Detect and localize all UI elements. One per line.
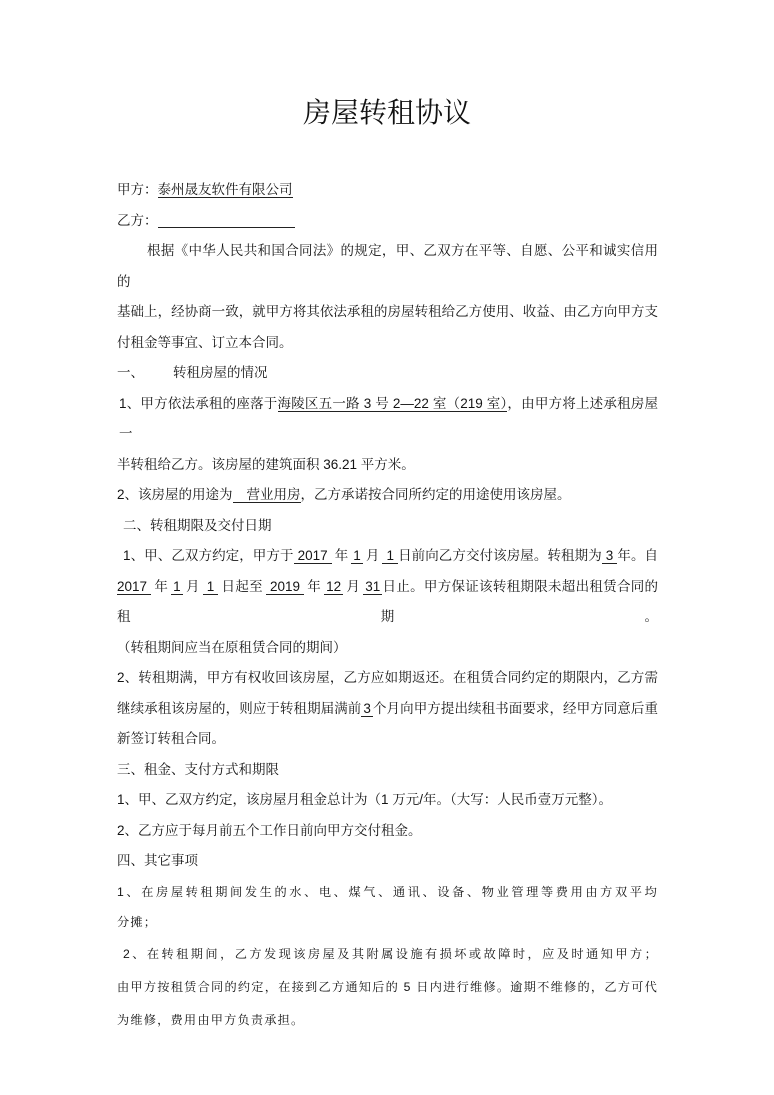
section-3-clause-1: 1、甲、乙双方约定，该房屋月租金总计为（1 万元/年。（大写：人民币壹万元整）。 xyxy=(117,792,613,807)
section-1-clause-1 xyxy=(117,389,658,481)
preamble-line: 付租金等事宜、订立本合同。 xyxy=(117,334,293,350)
end-day: 31 xyxy=(365,578,381,594)
preamble-line: 根据《中华人民共和国合同法》的规定，甲、乙双方在平等、自愿、公平和诚实信用的 xyxy=(117,243,658,289)
end-month: 12 xyxy=(326,578,342,594)
section-4-clause-1 xyxy=(117,877,658,938)
clause-text: 个月向甲方提出续租书面要求，经甲方同意后重 xyxy=(372,700,659,716)
party-b-blank-field xyxy=(158,214,295,228)
clause-line: 新签订转租合同。 xyxy=(117,731,225,746)
section-2-clause-2 xyxy=(117,663,658,755)
clause-line: 为维修，费用由甲方负责承担。 xyxy=(117,1012,305,1027)
section-2-clause-1 xyxy=(117,541,658,663)
clause-line xyxy=(117,541,658,572)
unit-text: 年 xyxy=(334,548,349,563)
delivery-month: 1 xyxy=(353,548,361,563)
clause-line: （转租期间应当在原租赁合同的期间） xyxy=(117,639,347,655)
unit-text: 年 xyxy=(154,578,169,594)
party-a-label: 甲方： xyxy=(117,182,158,197)
section-1-heading xyxy=(117,358,658,389)
section-1-number: 一、 xyxy=(117,365,144,380)
section-2-heading: 二、转租期限及交付日期 xyxy=(123,517,272,533)
clause-text: 2、该房屋的用途为 xyxy=(117,487,233,502)
start-year: 2017 xyxy=(117,579,151,595)
section-1-title: 转租房屋的情况 xyxy=(173,365,268,380)
clause-line xyxy=(117,694,658,725)
clause-line: 2、转租期满，甲方有权收回该房屋，乙方应如期返还。在租赁合同约定的期限内，乙方需 xyxy=(117,670,658,685)
section-3-clause-2: 2、乙方应于每月前五个工作日前向甲方交付租金。 xyxy=(117,822,422,838)
delivery-year: 2017 xyxy=(294,548,332,564)
clause-text: 继续承租该房屋的，则应于转租期届满前 xyxy=(117,700,362,716)
unit-text: 月 xyxy=(346,578,361,594)
clause-line: 2、在转租期间，乙方发现该房屋及其附属设施有损坏或故障时，应及时通知甲方； xyxy=(123,946,658,961)
renewal-notice-months: 3 xyxy=(363,700,371,716)
section-4-clause-2 xyxy=(117,938,658,1037)
term-years: 3 xyxy=(602,548,618,564)
party-b-line xyxy=(117,206,658,237)
clause-line xyxy=(117,389,658,450)
preamble-paragraph xyxy=(117,236,658,358)
section-3-heading: 三、租金、支付方式和期限 xyxy=(117,761,279,777)
clause-text: 1、甲方依法承租的座落于 xyxy=(119,395,278,411)
clause-line xyxy=(117,572,658,633)
clause-line: 分摊； xyxy=(117,915,158,929)
start-day: 1 xyxy=(203,579,219,595)
party-b-label: 乙方： xyxy=(117,212,158,228)
clause-text: ，由甲方将上述承租房屋一 xyxy=(119,395,659,441)
section-4-heading: 四、其它事项 xyxy=(117,853,198,868)
unit-text: 月 xyxy=(185,578,200,594)
party-a-name: 泰州晟友软件有限公司 xyxy=(157,182,293,197)
document-title: 房屋转租协议 xyxy=(302,96,471,129)
document-body xyxy=(117,175,658,1037)
unit-text: 年 xyxy=(306,578,322,594)
property-address: 海陵区五一路 3 号 2—22 室（219 室） xyxy=(277,395,508,411)
unit-text: 月 xyxy=(365,548,380,563)
unit-text: 日起至 xyxy=(221,578,263,594)
clause-line: 半转租给乙方。该房屋的建筑面积 36.21 平方米。 xyxy=(117,456,415,472)
delivery-day: 1 xyxy=(382,548,398,564)
clause-line: 1、在房屋转租期间发生的水、电、煤气、通讯、设备、物业管理等费用由方双平均 xyxy=(117,884,658,899)
clause-text: ，乙方承诺按合同所约定的用途使用该房屋。 xyxy=(300,487,571,502)
clause-text: 日前向乙方交付该房屋。转租期为 xyxy=(397,548,602,563)
clause-line: 由甲方按租赁合同的约定，在接到乙方通知后的 5 日内进行维修。逾期不维修的，乙方可代 xyxy=(117,979,658,994)
preamble-line: 基础上，经协商一致，就甲方将其依法承租的房屋转租给乙方使用、收益、由乙方向甲方支 xyxy=(117,304,658,319)
clause-text: 1、甲、乙双方约定，甲方于 xyxy=(123,548,294,563)
section-1-clause-2 xyxy=(117,480,658,511)
start-month: 1 xyxy=(173,578,181,594)
property-use: 营业用房 xyxy=(233,487,301,503)
clause-text: 日止。甲方保证该转租期限未超出租赁合同的租期。 xyxy=(117,578,659,624)
clause-text: 年。自 xyxy=(617,548,659,563)
end-year: 2019 xyxy=(266,579,304,595)
party-a-line xyxy=(117,175,658,206)
